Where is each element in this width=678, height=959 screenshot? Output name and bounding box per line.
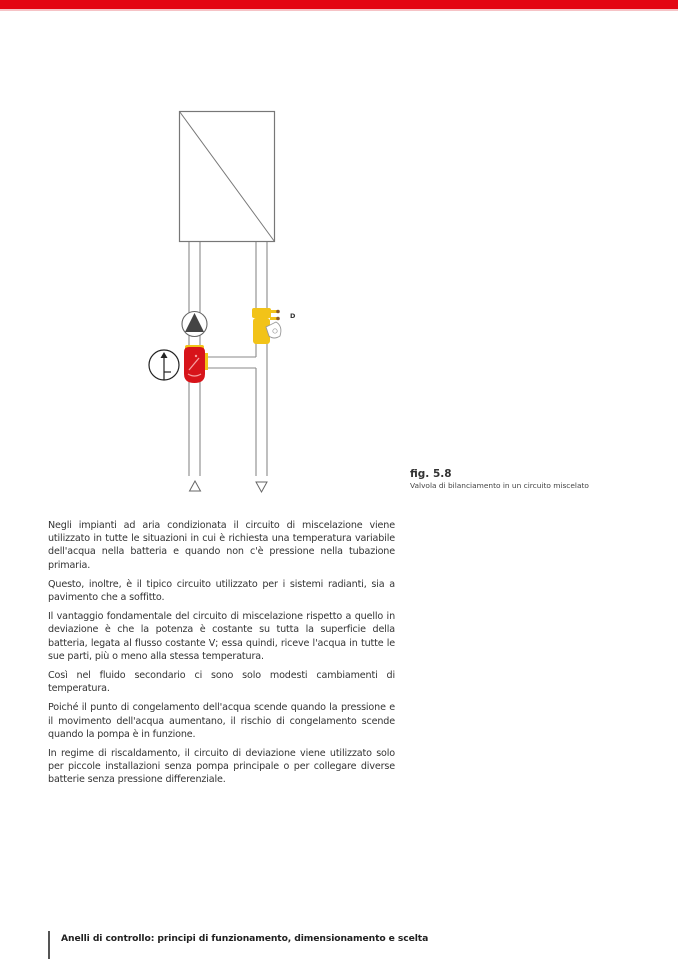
paragraph: Il vantaggio fondamentale del circuito di miscelazione rispetto a quello in deviazione è che la potenza è costante su tutta la superficie della batteria, legata al flusso costante V; essa quindi, riceve l'acqua in tutte le sue parti, più o meno alla stessa temperatura.	[48, 611, 395, 662]
paragraph: Negli impianti ad aria condizionata il circuito di miscelazione viene utilizzato in tutte le situazioni in cui è richiesta una temperatura variabile dell'acqua nella batteria e quando non c'è pressione nella tubazione primaria.	[48, 520, 395, 571]
figure-caption-text: Valvola di bilanciamento in un circuito miscelato	[410, 481, 589, 490]
return-pipe	[256, 242, 267, 476]
paragraph: Questo, inoltre, è il tipico circuito utilizzato per i sistemi radianti, sia a pavimento che a soffitto.	[48, 578, 395, 604]
balancing-valve-icon	[252, 308, 281, 344]
return-flow-arrow-icon	[256, 482, 267, 492]
paragraph: Poiché il punto di congelamento dell'acqua scende quando la pressione e il movimento dell'acqua aumentano, il rischio di congelamento scende quando la pompa è in funzione.	[48, 702, 395, 740]
top-accent-bar-shadow	[0, 9, 678, 11]
balancing-valve-tag: D	[290, 312, 296, 320]
figure-label: fig. 5.8	[410, 468, 452, 480]
actuator-icon	[149, 350, 179, 380]
body-text	[48, 519, 395, 793]
mixing-circuit-diagram	[130, 100, 310, 500]
supply-flow-arrow-icon	[190, 481, 201, 491]
heat-exchanger-coil	[180, 112, 275, 242]
mixing-valve-icon	[184, 345, 208, 383]
paragraph: Così nel fluido secondario ci sono solo modesti cambiamenti di temperatura.	[48, 670, 395, 695]
pump-icon	[182, 312, 207, 337]
paragraph: In regime di riscaldamento, il circuito di deviazione viene utilizzato solo per piccole installazioni senza pompa principale o per collegare diverse batterie senza pressione differenziale.	[48, 748, 395, 786]
bypass-pipe	[205, 357, 256, 368]
top-accent-bar	[0, 0, 678, 9]
footer-rule	[48, 931, 50, 959]
figure-caption	[410, 468, 650, 491]
footer-title: Anelli di controllo: principi di funzionamento, dimensionamento e scelta	[61, 933, 429, 944]
